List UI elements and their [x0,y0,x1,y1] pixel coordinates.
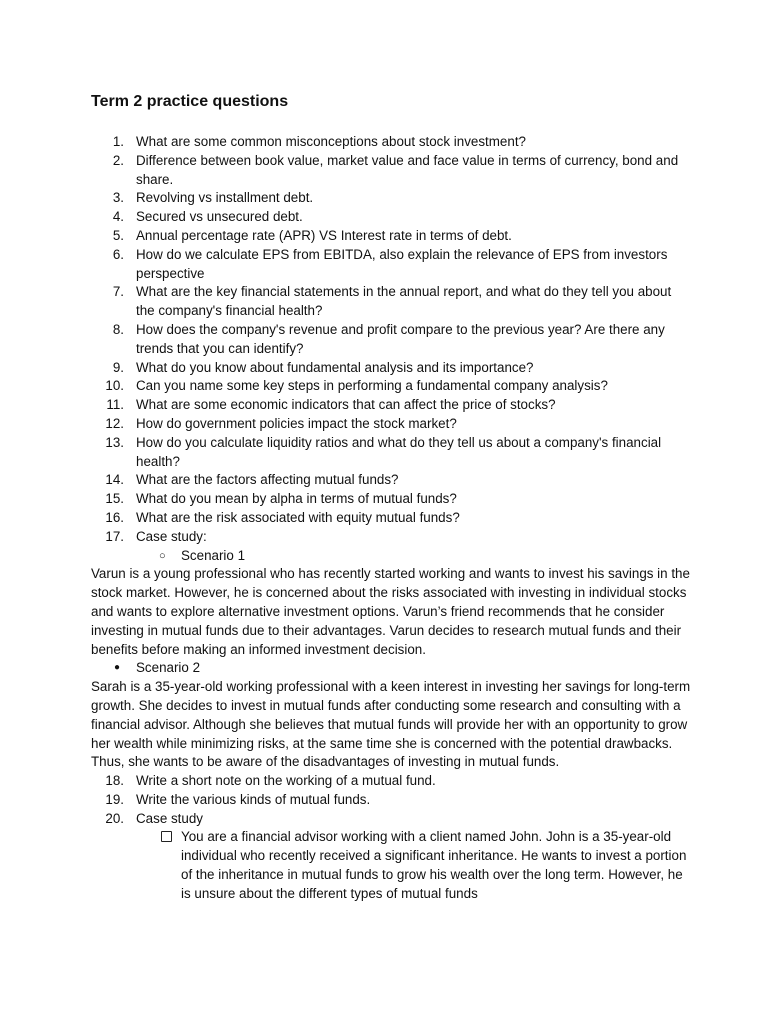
question-text: Annual percentage rate (APR) VS Interest rate in terms of debt. [136,227,512,243]
question-item [91,208,691,227]
scenario-2-paragraph: Sarah is a 35-year-old working professional with a keen interest in investing her savings for long-term growth. She decides to invest in mutual funds after conducting some research and consulting with a financial advisor. Although she believes that mutual funds will provide her with an opportunity to grow her wealth while minimizing risks, at the same time she is concerned with the potential drawbacks. Thus, she wants to be aware of the disadvantages of investing in mutual funds. [91,679,691,770]
scenario-2-label: Scenario 2 [136,660,201,676]
scenario-1-paragraph: Varun is a young professional who has recently started working and wants to invest his savings in the stock market. However, he is concerned about the risks associated with investing in individual stocks and wants to explore alternative investment options. Varun’s friend recommends that he consider investing in mutual funds due to their advantages. Varun decides to research mutual funds and their benefits before making an informed investment decision. [91,566,690,657]
question-text: How do we calculate EPS from EBITDA, also explain the relevance of EPS from investors perspective [136,246,668,281]
scenario-2-item [91,659,691,678]
question-number: 18. [105,773,124,789]
question-number: 19. [105,791,124,807]
question-number: 10. [105,378,124,394]
question-item [91,528,691,547]
question-item [91,490,691,509]
question-number: 3. [112,190,124,206]
question-text: Revolving vs installment debt. [136,190,314,206]
question-number: 2. [112,152,124,168]
question-item [91,133,691,152]
question-text: Secured vs unsecured debt. [136,209,303,225]
question-number: 20. [105,810,124,826]
question-item [91,396,691,415]
question-number: 17. [105,528,124,544]
question-text: How do government policies impact the stock market? [136,415,457,431]
question-item [91,246,691,284]
checkbox-icon[interactable] [161,831,172,842]
question-number: 11. [106,397,124,413]
question-item [91,509,691,528]
question-item [91,471,691,490]
question-number: 16. [105,509,124,525]
question-number: 12. [105,415,124,431]
question-number: 7. [112,284,124,300]
question-item [91,152,691,190]
question-text: Write a short note on the working of a mutual fund. [136,773,436,789]
question-text: How does the company's revenue and profit compare to the previous year? Are there any trends that you can identify? [136,321,665,356]
question-text: Case study [136,810,203,826]
scenario-1-item [91,547,691,566]
question-item [91,377,691,396]
question-item [91,321,691,359]
question-number: 4. [112,209,124,225]
question-text: What are the key financial statements in the annual report, and what do they tell you about the company's financial health? [136,284,672,319]
question-number: 9. [112,359,124,375]
filled-bullet-icon: ● [114,662,121,674]
question-item [91,772,691,791]
document-body [91,133,691,904]
question-number: 6. [112,246,124,262]
scenario-1-label: Scenario 1 [181,547,246,563]
question-text: What are the factors affecting mutual funds? [136,472,399,488]
question-number: 8. [112,321,124,337]
question-item [91,359,691,378]
question-item [91,434,691,472]
question-list-continued [91,772,691,828]
question-text: What are some economic indicators that can affect the price of stocks? [136,397,556,413]
question-item [91,791,691,810]
question-item [91,283,691,321]
question-item [91,189,691,208]
question-text: What are some common misconceptions about stock investment? [136,134,526,149]
question-number: 15. [105,491,124,507]
question-text: What are the risk associated with equity mutual funds? [136,509,460,525]
question-text: Write the various kinds of mutual funds. [136,791,371,807]
question-number: 13. [105,434,124,450]
question-text: Case study: [136,528,207,544]
case-study-checklist-item[interactable] [91,828,691,903]
question-item [91,810,691,829]
question-text: What do you mean by alpha in terms of mutual funds? [136,491,457,507]
hollow-bullet-icon: ○ [159,549,166,562]
question-text: How do you calculate liquidity ratios and what do they tell us about a company's financial health? [136,434,662,469]
case-study-text: You are a financial advisor working with a client named John. John is a 35-year-old individual who recently received a significant inheritance. He wants to invest a portion of the inheritance in mutual funds to grow his wealth over the long term. However, he is unsure about the different types of mutual funds [181,829,687,901]
question-text: Can you name some key steps in performing a fundamental company analysis? [136,378,608,394]
question-text: Difference between book value, market value and face value in terms of currency, bond and share. [136,152,679,187]
question-text: What do you know about fundamental analysis and its importance? [136,359,534,375]
question-item [91,415,691,434]
question-item [91,227,691,246]
question-number: 1. [112,134,124,149]
question-number: 14. [105,472,124,488]
question-number: 5. [112,227,124,243]
question-list [91,133,691,547]
document-title: Term 2 practice questions [91,93,289,110]
